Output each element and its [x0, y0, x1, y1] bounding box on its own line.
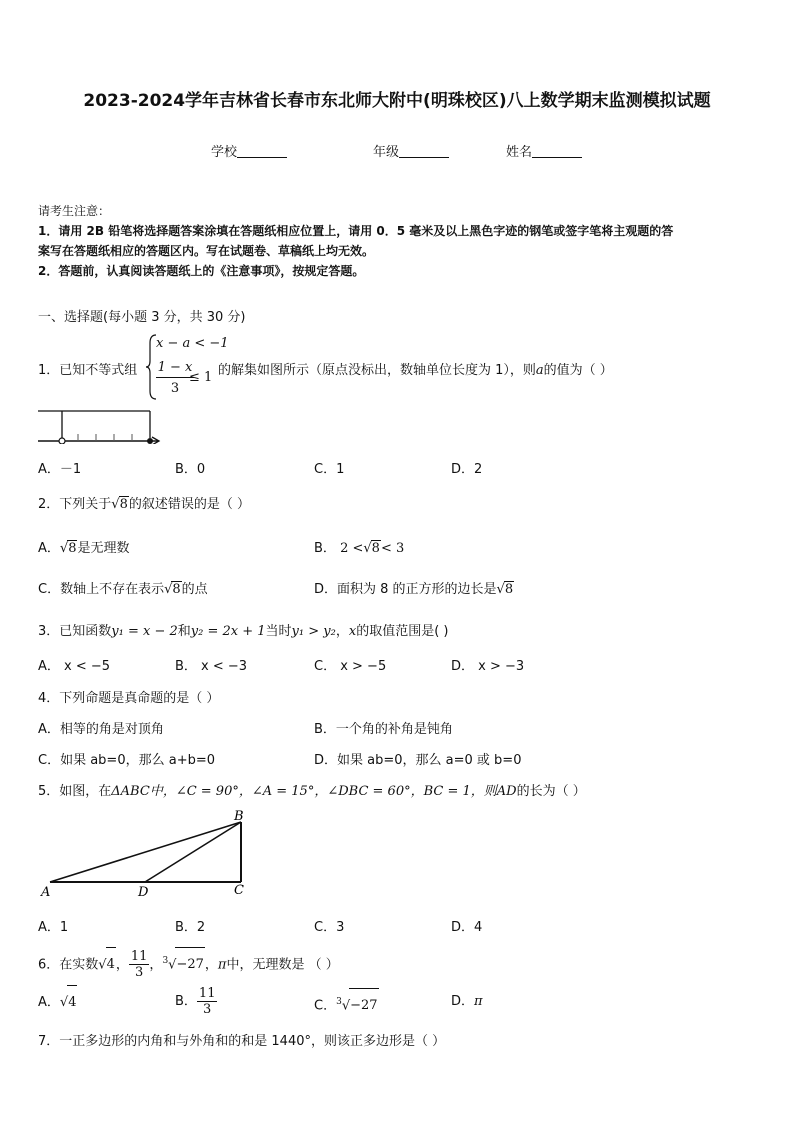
q2-prefix: 2．下列关于	[38, 497, 112, 512]
q6-option-c-radical-icon: √	[341, 998, 351, 1014]
notice-item-1a: 1．请用 2B 铅笔将选择题答案涂填在答题纸相应位置上，请用 0．5 毫米及以上黑色字迹的钢笔或签字笔将主观题的答	[38, 224, 674, 238]
q6-option-b-den: 3	[203, 1002, 212, 1017]
q4-option-d[interactable]: D．如果 ab=0，那么 a=0 或 b=0	[314, 753, 522, 768]
q6-option-c-index: 3	[336, 997, 342, 1007]
q3-stem	[38, 620, 448, 639]
q1-frac-den: 3	[170, 381, 180, 396]
q7-stem: 7．一正多边形的内角和与外角和的和是 1440°，则该正多边形是（ ）	[38, 1034, 446, 1049]
q2-option-d-text: D．面积为 8 的正方形的边长是	[314, 582, 497, 597]
q3-y2: y₂ = 2x + 1	[190, 624, 266, 639]
q2-option-b-left: 2 <	[340, 541, 364, 556]
q2-option-a-label: A．	[38, 541, 60, 556]
q2-option-a-text: 是无理数	[77, 541, 130, 556]
q4-stem: 4．下列命题是真命题的是（ ）	[38, 691, 220, 706]
q3-prefix: 3．已知函数	[38, 624, 112, 639]
q2-option-c-radical-icon: √	[164, 582, 173, 597]
q5-conditions: 中，∠C = 90°，∠A = 15°，∠DBC = 60°，BC = 1，则	[149, 784, 497, 799]
q1-suffix-a	[218, 359, 613, 378]
q6-option-d-value: π	[474, 994, 483, 1009]
name-field	[506, 141, 582, 160]
q5-label-a: A	[41, 885, 51, 900]
q5-option-a[interactable]: A．1	[38, 920, 69, 935]
q3-var-x: x	[348, 624, 357, 639]
q2-option-d[interactable]	[314, 578, 514, 597]
q4-option-a[interactable]: A．相等的角是对顶角	[38, 722, 164, 737]
name-blank	[532, 145, 582, 158]
q5-label-b: B	[234, 809, 244, 824]
q2-option-a-radicand: 8	[68, 541, 77, 556]
school-field	[211, 141, 287, 160]
q5-suffix: 的长为（ ）	[516, 784, 586, 799]
q1-suffix-b: 的值为（ ）	[543, 363, 613, 378]
q5-label-d: D	[138, 885, 149, 900]
q2-option-d-radical-icon: √	[496, 582, 505, 597]
q1-var-a: a	[535, 363, 544, 378]
q6-option-c[interactable]	[314, 985, 379, 1023]
q3-option-a[interactable]: A． x < −5	[38, 659, 111, 674]
grade-field	[373, 141, 449, 160]
q2-radicand: 8	[119, 497, 128, 512]
school-label: 学校	[211, 145, 238, 160]
q6-cube-radical-icon: √	[168, 957, 177, 973]
q6-suffix: 中，无理数是 （ ）	[226, 957, 339, 973]
q1-suffix-a-text: 的解集如图所示（原点没标出，数轴单位长度为 1），则	[218, 363, 536, 378]
q5-triangle: ΔABC	[111, 784, 150, 799]
q2-radical-icon: √	[111, 497, 120, 512]
section-heading: 一、选择题(每小题 3 分，共 30 分)	[38, 310, 246, 325]
q2-option-b-right: < 3	[380, 541, 405, 556]
q6-option-d-label: D．	[451, 994, 475, 1009]
q5-option-d[interactable]: D．4	[451, 920, 483, 935]
q6-radicand: 4	[106, 947, 116, 982]
q6-pi: π	[217, 957, 227, 973]
q1-option-b[interactable]: B．0	[175, 462, 206, 477]
q2-option-a-radical-icon: √	[59, 541, 69, 556]
q6-option-d[interactable]	[451, 985, 483, 1019]
q1-ineq-2-rel: ≤ 1	[189, 370, 213, 385]
q1-prefix: 1．已知不等式组	[38, 363, 138, 378]
q6-fraction-den: 3	[135, 965, 144, 981]
q5-stem	[38, 780, 586, 799]
q2-option-b-radical-icon: √	[363, 541, 372, 556]
q2-suffix: 的叙述错误的是（ ）	[128, 497, 250, 512]
q6-fraction-num: 11	[130, 949, 148, 965]
q6-option-b-num: 11	[198, 986, 216, 1001]
notice-item-2: 2．答题前，认真阅读答题纸上的《注意事项》，按规定答题。	[38, 264, 365, 278]
exam-title: 2023-2024学年吉林省长春市东北师大附中(明珠校区)八上数学期末监测模拟试题	[83, 91, 711, 111]
q6-cube-index: 3	[162, 956, 169, 966]
q6-option-a-radical-icon: √	[59, 995, 69, 1010]
q2-option-b-radicand: 8	[371, 541, 380, 556]
q6-option-c-radicand: −27	[349, 988, 378, 1023]
q2-option-c-text: C．数轴上不存在表示	[38, 582, 165, 597]
notice-heading: 请考生注意：	[38, 204, 111, 218]
q6-fraction	[129, 949, 150, 980]
notice-item-1b: 案写在答题纸相应的答题区内。写在试题卷、草稿纸上均无效。	[38, 244, 375, 258]
q3-option-c[interactable]: C． x > −5	[314, 659, 387, 674]
q6-option-b-label: B．	[175, 994, 197, 1009]
q5-option-b[interactable]: B．2	[175, 920, 206, 935]
q3-option-b[interactable]: B． x < −3	[175, 659, 248, 674]
q4-option-b[interactable]: B．一个角的补角是钝角	[314, 722, 453, 737]
q3-option-d[interactable]: D． x > −3	[451, 659, 525, 674]
q6-option-a[interactable]	[38, 985, 77, 1020]
q6-option-a-label: A．	[38, 995, 60, 1010]
q2-option-b[interactable]	[314, 537, 404, 556]
q1-option-c[interactable]: C．1	[314, 462, 345, 477]
q3-y1: y₁ = x − 2	[111, 624, 178, 639]
q3-when: 当时	[265, 624, 292, 639]
q1-ineq-1: x − a < −1	[156, 336, 229, 351]
q6-cube-radicand: −27	[175, 947, 204, 982]
grade-blank	[399, 145, 449, 158]
q6-stem: 6．在实数√4， $\frac{11}{3}$ ，$^3$√−27，π中，无理数是 （ ）	[38, 949, 339, 981]
q4-option-c[interactable]: C．如果 ab=0，那么 a+b=0	[38, 753, 215, 768]
name-label: 姓名	[506, 145, 533, 160]
q5-prefix: 5．如图，在	[38, 784, 112, 799]
q5-option-c[interactable]: C．3	[314, 920, 345, 935]
q5-ad: AD	[496, 784, 517, 799]
q3-condition: y₁ > y₂	[291, 624, 336, 639]
q2-option-b-label: B．	[314, 541, 336, 556]
q6-option-b-fraction	[197, 986, 218, 1017]
q6-option-a-radicand: 4	[67, 985, 77, 1020]
q3-comma: ，	[335, 624, 349, 639]
q3-and: 和	[177, 624, 191, 639]
q1-option-d[interactable]: D．2	[451, 462, 483, 477]
q3-suffix: 的取值范围是( )	[356, 624, 449, 639]
q5-triangle-figure	[38, 808, 258, 900]
q1-number-line	[38, 404, 164, 444]
q6-prefix: 6．在实数	[38, 957, 99, 973]
q2-stem	[38, 493, 250, 512]
grade-label: 年级	[373, 145, 400, 160]
q1-option-a[interactable]: A．－1	[38, 462, 82, 477]
q5-label-c: C	[234, 883, 244, 898]
school-blank	[237, 145, 287, 158]
q2-option-c[interactable]	[38, 578, 208, 597]
q6-option-c-label: C．	[314, 998, 337, 1014]
q1-frac-num: 1 − x	[157, 360, 193, 375]
q2-option-c-radicand: 8	[172, 582, 181, 597]
q6-option-b[interactable]	[175, 985, 217, 1019]
q2-option-a[interactable]	[38, 537, 130, 556]
q2-option-d-radicand: 8	[504, 582, 514, 597]
q2-option-c-suffix: 的点	[181, 582, 208, 597]
q6-radical-icon: √	[98, 957, 107, 973]
